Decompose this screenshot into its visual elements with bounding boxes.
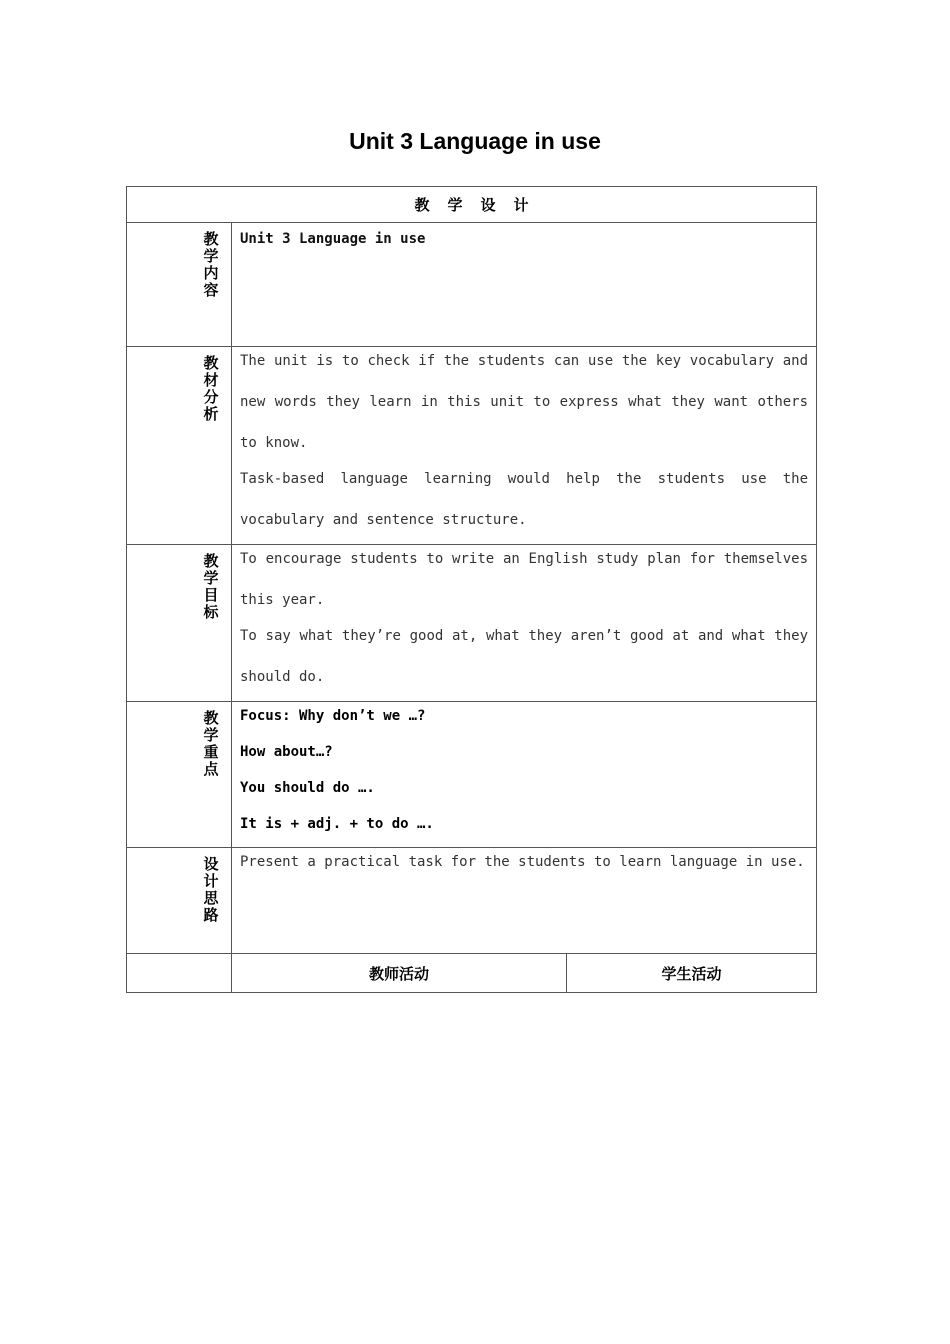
label-cell bbox=[127, 702, 232, 848]
paragraph: Focus: Why don’t we …? bbox=[240, 708, 426, 724]
row-design-idea bbox=[127, 848, 817, 954]
content-teaching-focus bbox=[232, 702, 817, 848]
content-material-analysis bbox=[232, 347, 817, 545]
lesson-plan-table bbox=[126, 186, 817, 993]
row-label-teaching-focus: 教学重点 bbox=[203, 709, 219, 778]
label-cell bbox=[127, 223, 232, 347]
paragraph: You should do …. bbox=[240, 780, 375, 796]
paragraph: How about…? bbox=[240, 744, 333, 760]
paragraph: Present a practical task for the students to learn language in use. bbox=[240, 854, 805, 870]
paragraph: Task-based language learning would help the students use the vocabulary and sentence structure. bbox=[240, 471, 809, 528]
paragraph: Unit 3 Language in use bbox=[240, 231, 426, 247]
column-head-student-activity: 学生活动 bbox=[567, 954, 817, 993]
table-header-row bbox=[127, 187, 817, 223]
row-teaching-content bbox=[127, 223, 817, 347]
empty-cell bbox=[127, 954, 232, 993]
content-design-idea bbox=[232, 848, 817, 954]
row-activity-columns bbox=[127, 954, 817, 993]
row-label-material-analysis: 教材分析 bbox=[203, 354, 219, 423]
row-label-teaching-content: 教学内容 bbox=[203, 230, 219, 299]
label-cell bbox=[127, 545, 232, 702]
page-title: Unit 3 Language in use bbox=[349, 128, 601, 154]
row-teaching-objectives bbox=[127, 545, 817, 702]
row-material-analysis bbox=[127, 347, 817, 545]
label-cell bbox=[127, 848, 232, 954]
paragraph: It is + adj. + to do …. bbox=[240, 816, 434, 832]
row-teaching-focus bbox=[127, 702, 817, 848]
row-label-teaching-objectives: 教学目标 bbox=[203, 552, 219, 621]
content-teaching-objectives bbox=[232, 545, 817, 702]
table-header bbox=[127, 187, 817, 223]
paragraph: To say what they’re good at, what they aren’t good at and what they should do. bbox=[240, 628, 809, 685]
paragraph: To encourage students to write an English study plan for themselves this year. bbox=[240, 551, 809, 608]
column-head-teacher-activity: 教师活动 bbox=[232, 954, 567, 993]
content-teaching-content bbox=[232, 223, 817, 347]
table-header-text: 教学设计 bbox=[414, 196, 547, 214]
paragraph: The unit is to check if the students can use the key vocabulary and new words they learn in this unit to express what they want others to know. bbox=[240, 353, 809, 451]
row-label-design-idea: 设计思路 bbox=[203, 855, 219, 924]
label-cell bbox=[127, 347, 232, 545]
